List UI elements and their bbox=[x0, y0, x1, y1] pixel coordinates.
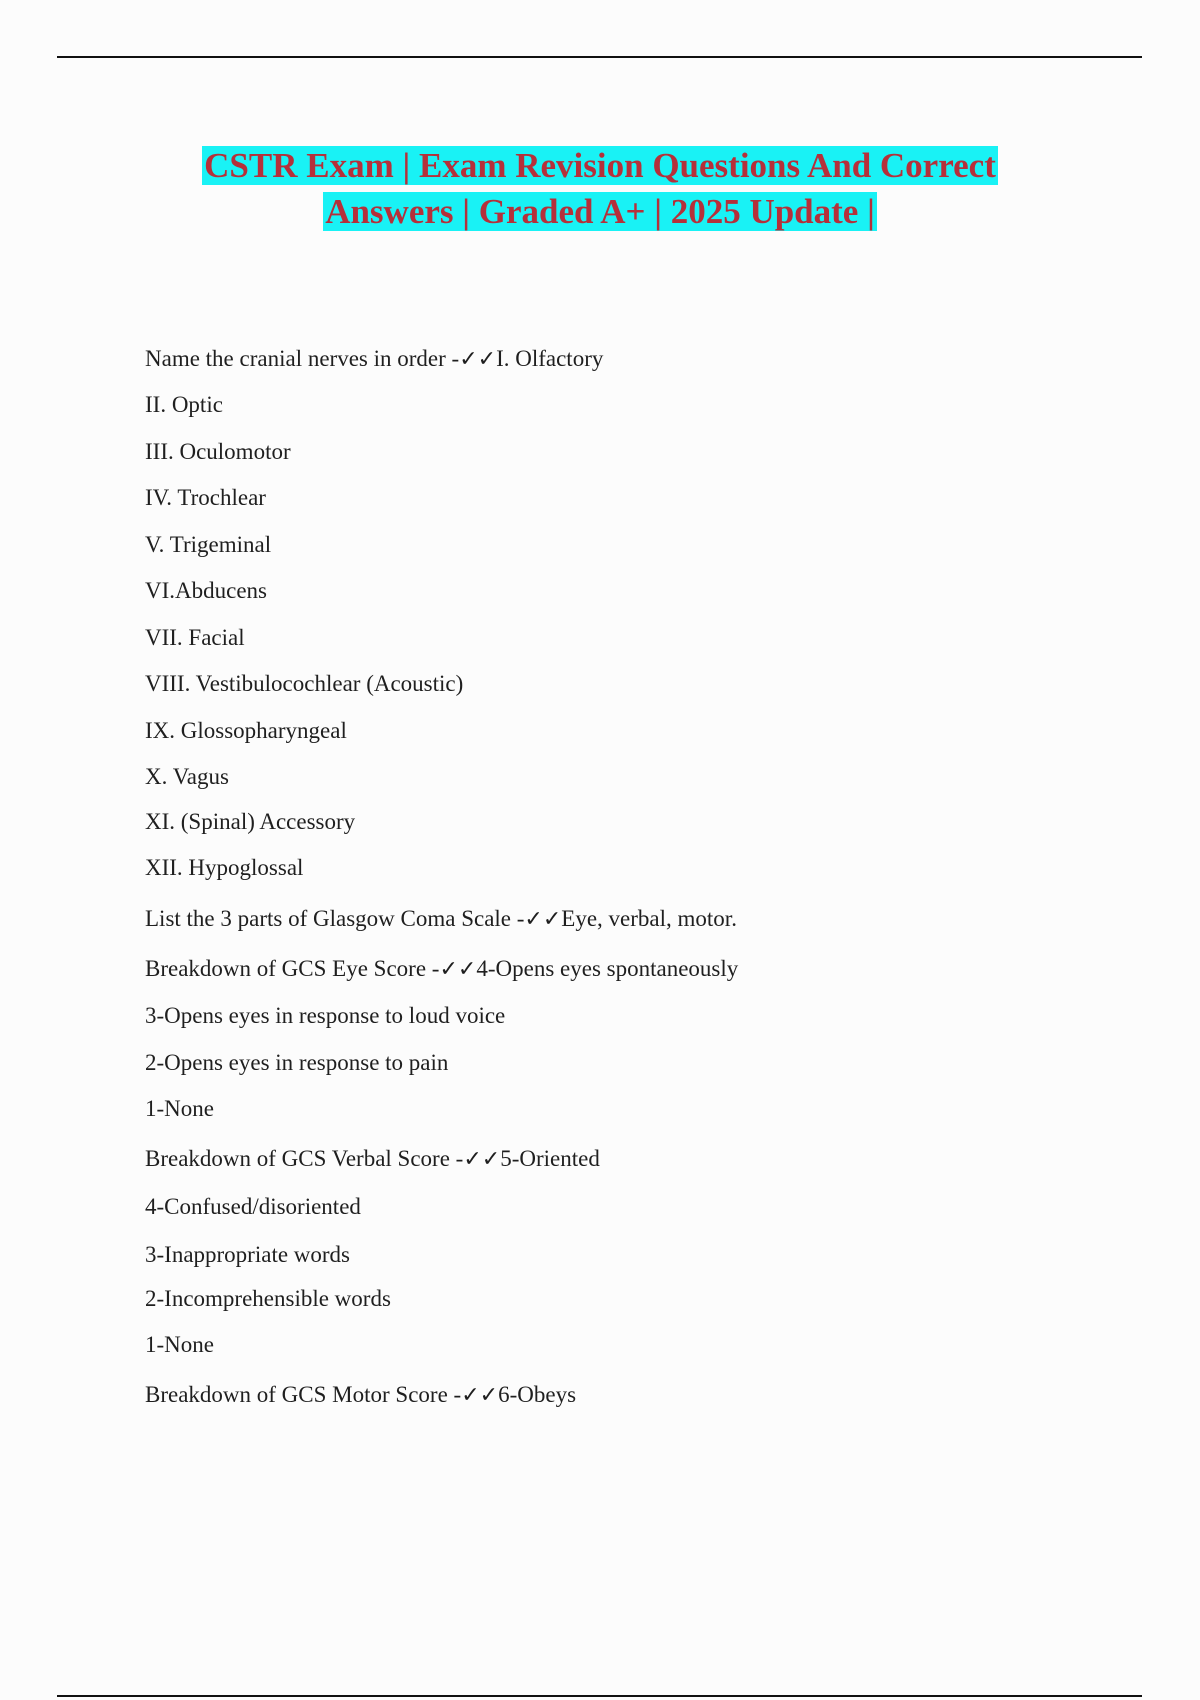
question-text: List the 3 parts of Glasgow Coma Scale - bbox=[145, 906, 525, 931]
double-check-icon: ✓✓ bbox=[439, 957, 477, 982]
answer-text: 6-Obeys bbox=[498, 1382, 577, 1407]
question-text: Breakdown of GCS Verbal Score - bbox=[145, 1146, 464, 1171]
question-line bbox=[145, 955, 738, 984]
answer-line: 1-None bbox=[145, 1332, 214, 1357]
answer-line: VII. Facial bbox=[145, 625, 245, 650]
question-text: Name the cranial nerves in order - bbox=[145, 346, 460, 371]
answer-text: 4-Opens eyes spontaneously bbox=[476, 956, 739, 981]
double-check-icon: ✓✓ bbox=[463, 1147, 501, 1172]
answer-line: III. Oculomotor bbox=[145, 439, 291, 464]
question-line bbox=[145, 905, 737, 934]
answer-text: I. Olfactory bbox=[496, 346, 604, 371]
answer-line: 3-Opens eyes in response to loud voice bbox=[145, 1003, 506, 1028]
answer-text: 5-Oriented bbox=[500, 1146, 600, 1171]
answer-line: VIII. Vestibulocochlear (Acoustic) bbox=[145, 671, 464, 696]
answer-line: 4-Confused/disoriented bbox=[145, 1194, 361, 1219]
answer-line: VI.Abducens bbox=[145, 578, 267, 603]
answer-line: 2-Opens eyes in response to pain bbox=[145, 1050, 449, 1075]
answer-line: V. Trigeminal bbox=[145, 532, 272, 557]
question-text: Breakdown of GCS Motor Score - bbox=[145, 1382, 462, 1407]
answer-line: IX. Glossopharyngeal bbox=[145, 718, 347, 743]
double-check-icon: ✓✓ bbox=[461, 1383, 499, 1408]
answer-line: XII. Hypoglossal bbox=[145, 855, 304, 880]
answer-text: Eye, verbal, motor. bbox=[561, 906, 737, 931]
answer-line: II. Optic bbox=[145, 392, 223, 417]
answer-line: XI. (Spinal) Accessory bbox=[145, 809, 356, 834]
title-line-2: Answers | Graded A+ | 2025 Update | bbox=[325, 192, 875, 231]
title-line-1: CSTR Exam | Exam Revision Questions And Correct bbox=[204, 146, 996, 185]
answer-line: IV. Trochlear bbox=[145, 485, 266, 510]
question-line bbox=[145, 1145, 600, 1174]
question-text: Breakdown of GCS Eye Score - bbox=[145, 956, 440, 981]
document-title bbox=[100, 143, 1100, 235]
answer-line: 1-None bbox=[145, 1096, 214, 1121]
question-line bbox=[145, 1381, 576, 1410]
answer-line: 3-Inappropriate words bbox=[145, 1242, 351, 1267]
answer-line: X. Vagus bbox=[145, 764, 229, 789]
double-check-icon: ✓✓ bbox=[524, 907, 562, 932]
top-rule bbox=[57, 56, 1142, 58]
double-check-icon: ✓✓ bbox=[459, 347, 497, 372]
question-line bbox=[145, 345, 603, 374]
answer-line: 2-Incomprehensible words bbox=[145, 1286, 391, 1311]
bottom-rule bbox=[57, 1695, 1142, 1697]
